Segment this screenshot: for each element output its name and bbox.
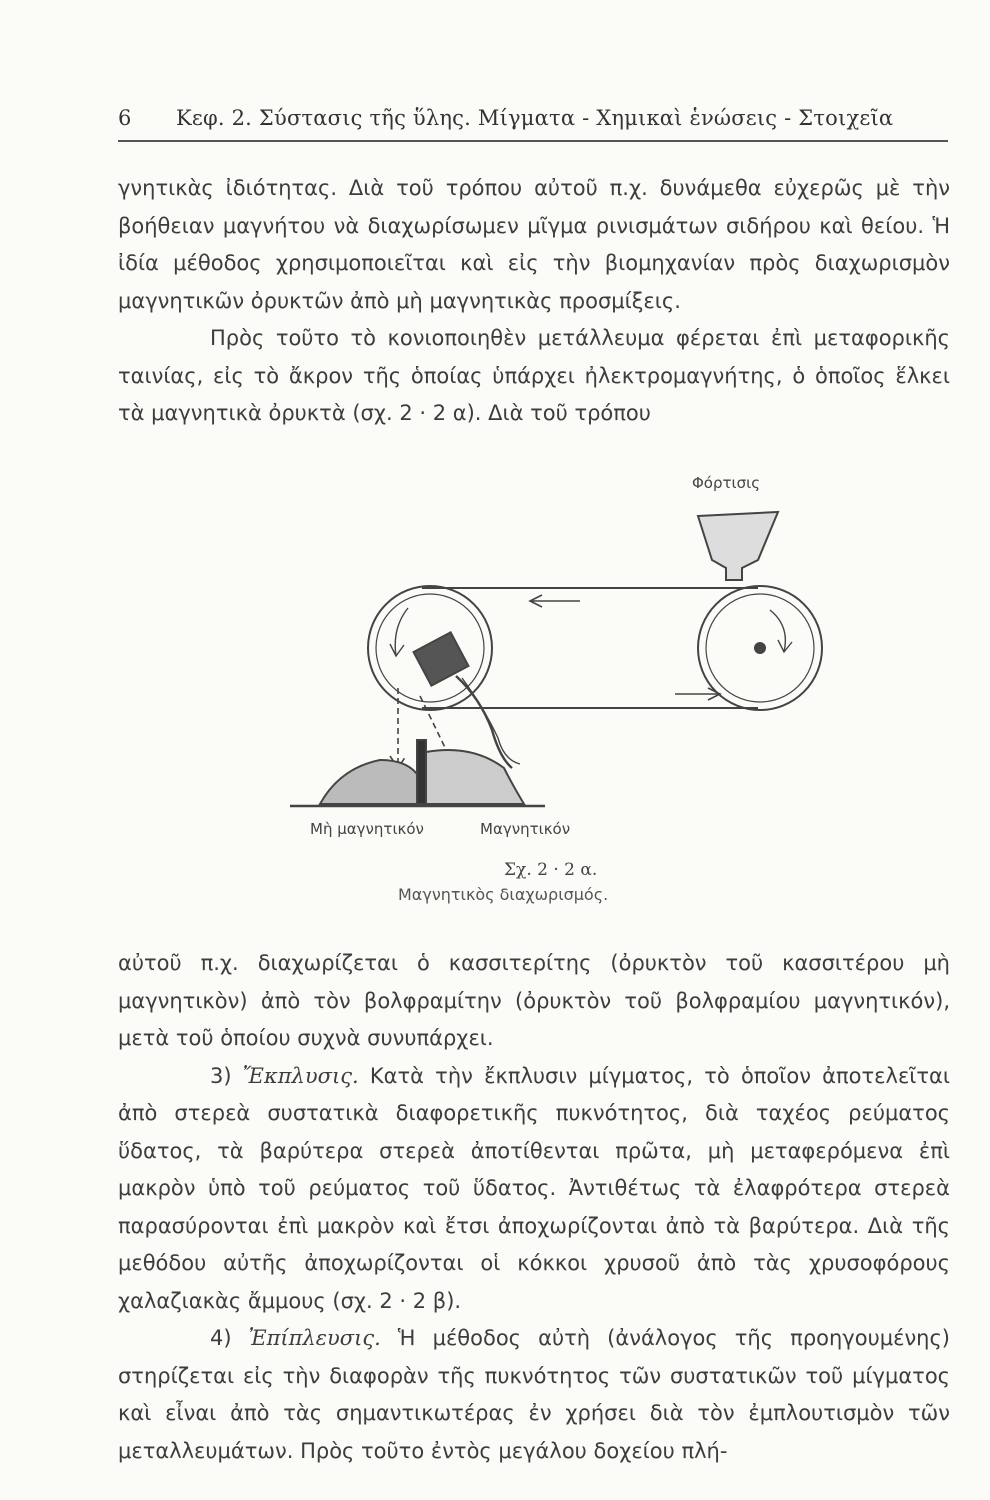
washing-body: Κατὰ τὴν ἔκπλυσιν μίγματος, τὸ ὁποῖον ἀποτελεῖται ἀπὸ στερεὰ συστατικὰ διαφορετικῆς πυκνότητος, διὰ ταχέος ρεύματος ὕδατος, τὰ βαρύτερα στερεὰ ἀποτίθενται πρῶτα, μὴ μεταφερόμενα ἐπὶ μακρὸν ὑπὸ τοῦ ρεύματος τοῦ ὕδατος. Ἀντιθέτως τὰ ἐλαφρότερα στερεὰ παρασύρονται ἐπὶ μακρὸν καὶ ἔτσι ἀποχωρίζονται ἀπὸ τὰ βαρύτερα. Διὰ τῆς μεθόδου αὐτῆς ἀποχωρίζονται οἱ κόκκοι χρυσοῦ ἀπὸ τὰς χρυσοφόρους χαλαζιακὰς ἄμμους (σχ. 2 · 2 β). (118, 1063, 950, 1313)
item-number-3: 3) (210, 1063, 232, 1088)
divider-plate (417, 740, 426, 804)
hopper (698, 512, 778, 580)
top-text (118, 170, 950, 433)
item-number-4: 4) (210, 1326, 232, 1350)
term-washing: Ἔκπλυσις. (242, 1063, 359, 1088)
non-magnetic-pile (320, 760, 417, 804)
paragraph-conveyor: Πρὸς τοῦτο τὸ κονιοποιηθὲν μετάλλευμα φέρεται ἐπὶ μεταφορικῆς ταινίας, εἰς τὸ ἄκρον τῆς ὁποίας ὑπάρχει ἠλεκτρομαγνήτης, ὁ ὁποῖος ἕλκει τὰ μαγνητικὰ ὀρυκτὰ (σχ. 2 · 2 α). Διὰ τοῦ τρόπου (118, 326, 950, 425)
page-number: 6 (118, 106, 132, 130)
flotation-body: Ἡ μέθοδος αὐτὴ (ἀνάλογος τῆς προηγουμένης) στηρίζεται εἰς τὴν διαφορὰν τῆς πυκνότητος τῶν συστατικῶν τοῦ μίγματος καὶ εἶναι ἀπὸ τὰς σημαντικωτέρας ἐν χρήσει διὰ τὸν ἐμπλουτισμὸν τῶν μεταλλευμάτων. Πρὸς τοῦτο ἐντὸς μεγάλου δοχείου πλή- (118, 1326, 950, 1463)
label-loading: Φόρτισις (692, 474, 760, 492)
paragraph-magnetic-intro: γνητικὰς ἰδιότητας. Διὰ τοῦ τρόπου αὐτοῦ π.χ. δυνάμεθα εὐχερῶς μὲ τὴν βοήθειαν μαγνήτου νὰ διαχωρίσωμεν μῖγμα ρινισμάτων σιδήρου καὶ θείου. Ἡ ἰδία μέθοδος χρησιμοποιεῖται καὶ εἰς τὴν βιομηχανίαν πρὸς διαχωρισμὸν μαγνητικῶν ὀρυκτῶν ἀπὸ μὴ μαγνητικὰς προσμίξεις. (118, 176, 950, 313)
running-header (118, 104, 948, 142)
paragraph-cassiterite: αὐτοῦ π.χ. διαχωρίζεται ὁ κασσιτερίτης (ὀρυκτὸν τοῦ κασσιτέρου μὴ μαγνητικὸν) ἀπὸ τὸν βολφραμίτην (ὀρυκτὸν τοῦ βολφραμίου μαγνητικόν), μετὰ τοῦ ὁποίου συχνὰ συνυπάρχει. (118, 951, 950, 1050)
figure-number: Σχ. 2 · 2 α. (504, 860, 598, 880)
paragraph-flotation (118, 1320, 950, 1470)
chapter-title: Κεφ. 2. Σύστασις τῆς ὕλης. Μίγματα - Χημικαὶ ἑνώσεις - Στοιχεῖα (176, 106, 894, 130)
label-non-magnetic: Μὴ μαγνητικόν (310, 820, 424, 838)
paragraph-washing (118, 1058, 950, 1321)
magnetic-separator-diagram (280, 468, 840, 828)
figure-caption: Μαγνητικὸς διαχωρισμός. (398, 885, 609, 904)
label-magnetic: Μαγνητικόν (480, 820, 571, 838)
bottom-text (118, 945, 950, 1470)
electromagnet (414, 632, 469, 685)
figure-magnetic-separation (280, 468, 840, 908)
term-flotation: Ἐπίπλευσις. (248, 1326, 381, 1350)
